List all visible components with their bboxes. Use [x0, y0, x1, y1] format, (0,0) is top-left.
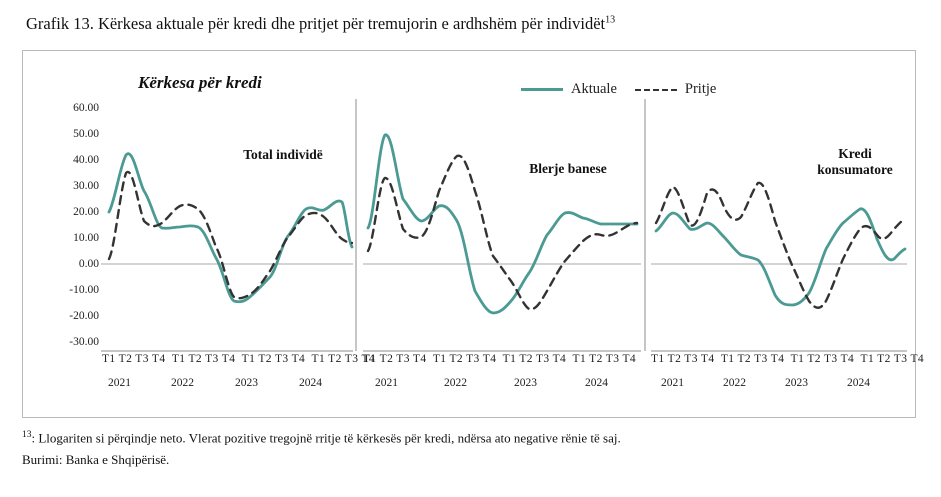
- footnote-note: [22, 430, 621, 446]
- page-title-superscript: 13: [605, 14, 616, 26]
- y-tick-30: 30.00: [73, 180, 99, 192]
- footnote-source: Burimi: Banka e Shqipërisë.: [22, 452, 170, 467]
- y-tick-0: 0.00: [78, 258, 99, 270]
- page-title: [26, 14, 615, 34]
- panel-label-total-individe: Total individë: [243, 147, 323, 162]
- series-pritje-panel-3: [656, 183, 905, 308]
- footnote-superscript: 13: [22, 430, 32, 440]
- series-aktuale-panel-3: [656, 209, 905, 305]
- series-aktuale-panel-2: [368, 135, 637, 313]
- chart-heading: Kërkesa për kredi: [138, 73, 262, 92]
- year-label-panel1-2021: 2021: [108, 377, 131, 389]
- year-label-panel3-2024: 2024: [847, 377, 870, 389]
- y-tick-10: 10.00: [73, 232, 99, 244]
- panel-label-kredi-konsumatore: Kredi konsumatore: [817, 146, 893, 177]
- y-tick-40: 40.00: [73, 154, 99, 166]
- y-tick-20: 20.00: [73, 206, 99, 218]
- year-label-panel2-2022: 2022: [444, 377, 467, 389]
- y-tick-50: 50.00: [73, 128, 99, 140]
- year-label-panel2-2024: 2024: [585, 377, 608, 389]
- year-label-panel3-2021: 2021: [661, 377, 684, 389]
- y-tick-neg30: -30.00: [69, 336, 99, 348]
- series-pritje-panel-2: [368, 156, 637, 310]
- chart-container: [22, 50, 925, 418]
- year-label-panel1-2024: 2024: [299, 377, 322, 389]
- legend-label-aktuale: Aktuale: [571, 81, 617, 97]
- year-label-panel3-2023: 2023: [785, 377, 808, 389]
- footnote-note-text: : Llogariten si përqindje neto. Vlerat pozitive tregojnë rritje të kërkesës për kredi, ndërsa ato negative rënie të saj.: [31, 430, 621, 446]
- legend-label-pritje: Pritje: [684, 81, 717, 97]
- year-label-panel2-2021: 2021: [375, 377, 398, 389]
- x-ticks-panel-2: T1 T2 T3 T4 T1 T2 T3 T4 T1 T2 T3 T4 T1 T2 T3 T4: [363, 353, 637, 365]
- x-ticks-panel-3: T1 T2 T3 T4 T1 T2 T3 T4 T1 T2 T3 T4 T1 T2 T3 T4: [651, 353, 925, 365]
- year-label-panel3-2022: 2022: [723, 377, 746, 389]
- y-tick-neg20: -20.00: [69, 310, 99, 322]
- x-ticks-panel-1: T1 T2 T3 T4 T1 T2 T3 T4 T1 T2 T3 T4 T1 T2 T3 T4: [102, 353, 376, 365]
- year-label-panel1-2023: 2023: [235, 377, 258, 389]
- page-title-text: Grafik 13. Kërkesa aktuale për kredi dhe pritjet për tremujorin e ardhshëm për individët: [26, 14, 606, 33]
- year-label-panel2-2023: 2023: [514, 377, 537, 389]
- year-label-panel1-2022: 2022: [171, 377, 194, 389]
- y-tick-60: 60.00: [73, 102, 99, 114]
- y-tick-neg10: -10.00: [69, 284, 99, 296]
- panel-label-blerje-banese: Blerje banese: [529, 161, 607, 176]
- series-aktuale-panel-1: [109, 154, 352, 302]
